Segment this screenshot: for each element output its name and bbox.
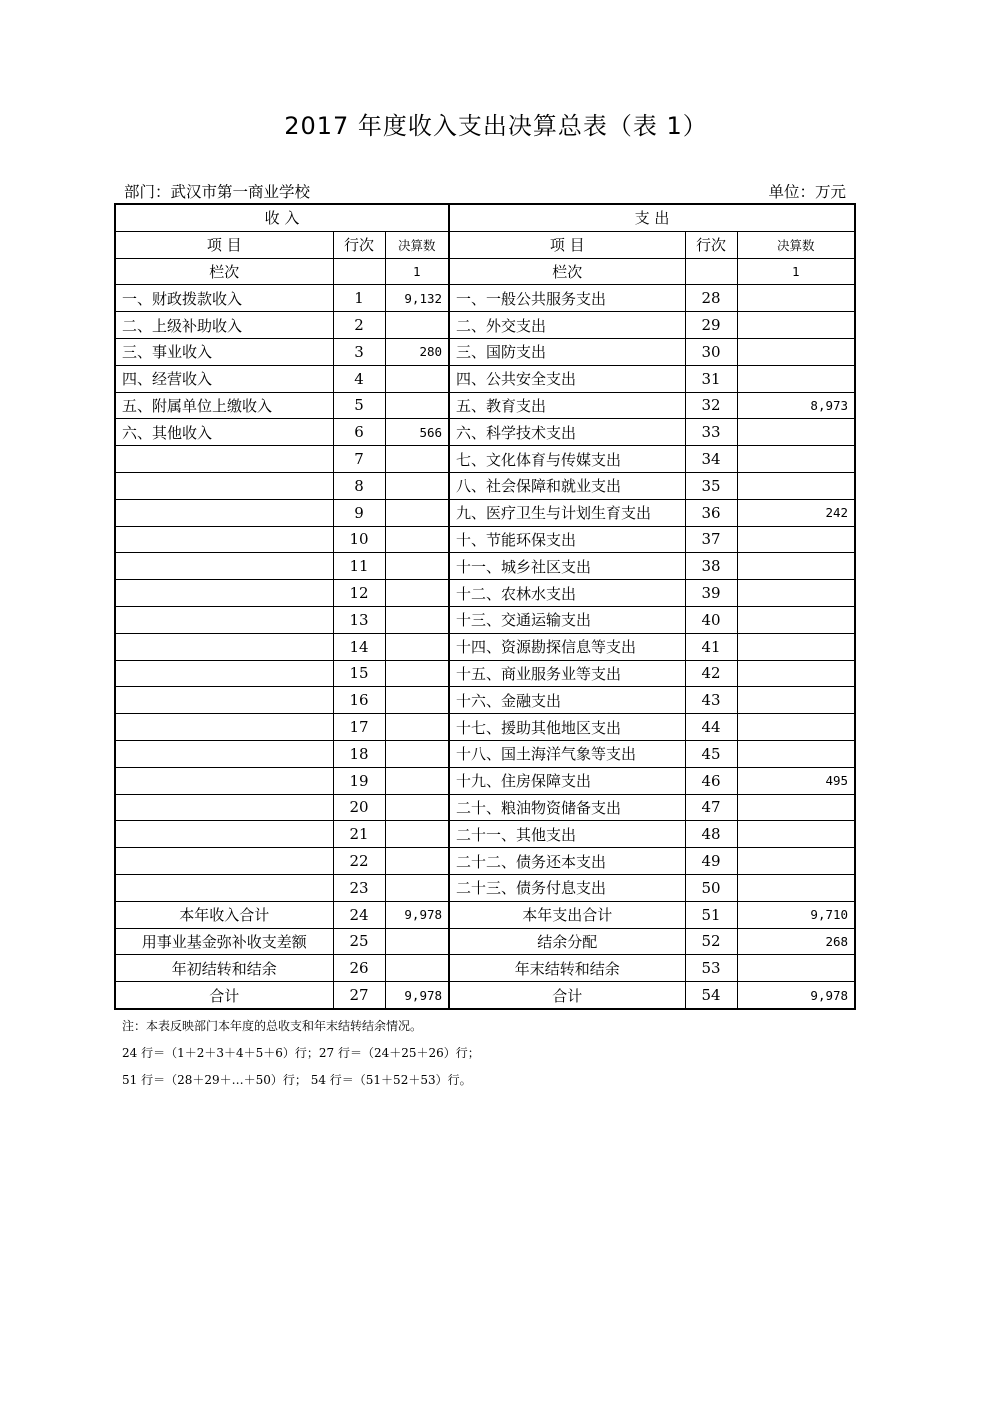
income-row-no-cell: 19	[333, 767, 385, 794]
income-amount-cell	[385, 928, 449, 955]
note-line: 24 行＝（1＋2＋3＋4＋5＋6）行；27 行＝（24＋25＋26）行；	[122, 1046, 480, 1060]
expense-row-no-cell: 37	[685, 526, 737, 553]
expense-amount-cell	[737, 821, 855, 848]
income-amount-cell	[385, 848, 449, 875]
expense-column-index-blank	[685, 258, 737, 285]
expense-item-cell: 二十二、债务还本支出	[449, 848, 685, 875]
income-row-no-cell: 4	[333, 365, 385, 392]
income-amount-cell	[385, 714, 449, 741]
income-row-no-cell: 14	[333, 633, 385, 660]
expense-item-cell: 十七、援助其他地区支出	[449, 714, 685, 741]
income-item-cell	[115, 767, 333, 794]
income-amount-cell	[385, 740, 449, 767]
expense-item-header: 项 目	[449, 231, 685, 258]
income-amount-cell	[385, 553, 449, 580]
expense-item-cell: 十八、国土海洋气象等支出	[449, 740, 685, 767]
expense-amount-cell	[737, 580, 855, 607]
expense-section-header: 支 出	[449, 204, 855, 231]
income-row-no-cell: 2	[333, 312, 385, 339]
expense-amount-cell	[737, 553, 855, 580]
expense-item-cell: 六、科学技术支出	[449, 419, 685, 446]
income-amount-cell: 9,132	[385, 285, 449, 312]
expense-item-cell: 合计	[449, 982, 685, 1009]
expense-amount-cell	[737, 687, 855, 714]
table-row	[115, 633, 855, 660]
expense-row-no-cell: 29	[685, 312, 737, 339]
expense-item-cell: 二十一、其他支出	[449, 821, 685, 848]
income-amount-cell	[385, 472, 449, 499]
income-column-index-label: 栏次	[115, 258, 333, 285]
expense-item-cell: 十六、金融支出	[449, 687, 685, 714]
expense-item-cell: 二十三、债务付息支出	[449, 874, 685, 901]
income-row-no-cell: 17	[333, 714, 385, 741]
income-amount-cell	[385, 392, 449, 419]
income-row-no-cell: 16	[333, 687, 385, 714]
income-item-cell: 合计	[115, 982, 333, 1009]
department-label: 部门：武汉市第一商业学校	[124, 183, 311, 201]
budget-table	[114, 203, 856, 1010]
expense-row-no-cell: 46	[685, 767, 737, 794]
section-header-row	[115, 204, 855, 231]
notes	[122, 1013, 480, 1094]
expense-amount-cell	[737, 633, 855, 660]
table-row	[115, 740, 855, 767]
table-row	[115, 526, 855, 553]
income-amount-cell	[385, 365, 449, 392]
income-row-no-cell: 26	[333, 955, 385, 982]
expense-item-cell: 一、一般公共服务支出	[449, 285, 685, 312]
expense-amount-cell	[737, 606, 855, 633]
income-row-no-cell: 18	[333, 740, 385, 767]
income-row-no-cell: 11	[333, 553, 385, 580]
income-amount-cell	[385, 526, 449, 553]
income-row-no-header: 行次	[333, 231, 385, 258]
table-row	[115, 419, 855, 446]
income-row-no-cell: 13	[333, 606, 385, 633]
expense-row-no-cell: 38	[685, 553, 737, 580]
income-item-cell	[115, 687, 333, 714]
expense-item-cell: 十四、资源勘探信息等支出	[449, 633, 685, 660]
expense-amount-cell: 242	[737, 499, 855, 526]
expense-row-no-cell: 31	[685, 365, 737, 392]
income-row-no-cell: 7	[333, 446, 385, 473]
income-item-header: 项 目	[115, 231, 333, 258]
table-row	[115, 874, 855, 901]
income-row-no-cell: 15	[333, 660, 385, 687]
income-item-cell	[115, 553, 333, 580]
expense-amount-cell	[737, 365, 855, 392]
income-item-cell	[115, 660, 333, 687]
expense-column-index-label: 栏次	[449, 258, 685, 285]
expense-item-cell: 四、公共安全支出	[449, 365, 685, 392]
income-amount-cell	[385, 312, 449, 339]
expense-row-no-cell: 30	[685, 338, 737, 365]
total-row	[115, 982, 855, 1009]
income-column-index-blank	[333, 258, 385, 285]
expense-item-cell: 十二、农林水支出	[449, 580, 685, 607]
expense-item-cell: 结余分配	[449, 928, 685, 955]
income-amount-cell	[385, 660, 449, 687]
income-row-no-cell: 12	[333, 580, 385, 607]
income-item-cell	[115, 580, 333, 607]
income-amount-cell	[385, 874, 449, 901]
income-amount-cell	[385, 767, 449, 794]
income-item-cell	[115, 821, 333, 848]
expense-row-no-cell: 42	[685, 660, 737, 687]
table-row	[115, 606, 855, 633]
expense-amount-cell	[737, 419, 855, 446]
income-amount-cell	[385, 821, 449, 848]
table-row	[115, 660, 855, 687]
expense-row-no-cell: 48	[685, 821, 737, 848]
expense-row-no-cell: 50	[685, 874, 737, 901]
table-row	[115, 553, 855, 580]
expense-row-no-cell: 49	[685, 848, 737, 875]
expense-amount-cell: 495	[737, 767, 855, 794]
expense-amount-cell	[737, 526, 855, 553]
expense-item-cell: 七、文化体育与传媒支出	[449, 446, 685, 473]
expense-row-no-cell: 35	[685, 472, 737, 499]
expense-row-no-cell: 43	[685, 687, 737, 714]
note-line: 注：本表反映部门本年度的总收支和年末结转结余情况。	[122, 1019, 423, 1033]
expense-row-no-cell: 41	[685, 633, 737, 660]
expense-amount-cell	[737, 285, 855, 312]
income-amount-cell: 566	[385, 419, 449, 446]
report-meta	[122, 180, 846, 202]
expense-row-no-cell: 34	[685, 446, 737, 473]
expense-item-cell: 十五、商业服务业等支出	[449, 660, 685, 687]
income-item-cell: 一、财政拨款收入	[115, 285, 333, 312]
income-item-cell	[115, 446, 333, 473]
income-item-cell	[115, 472, 333, 499]
expense-item-cell: 二十、粮油物资储备支出	[449, 794, 685, 821]
expense-item-cell: 九、医疗卫生与计划生育支出	[449, 499, 685, 526]
expense-amount-cell	[737, 794, 855, 821]
table-row	[115, 794, 855, 821]
income-item-cell: 年初结转和结余	[115, 955, 333, 982]
income-item-cell	[115, 606, 333, 633]
income-column-index: 1	[385, 258, 449, 285]
expense-row-no-cell: 40	[685, 606, 737, 633]
expense-row-no-cell: 32	[685, 392, 737, 419]
income-row-no-cell: 27	[333, 982, 385, 1009]
table-row	[115, 848, 855, 875]
income-amount-cell	[385, 955, 449, 982]
income-item-cell: 二、上级补助收入	[115, 312, 333, 339]
income-row-no-cell: 9	[333, 499, 385, 526]
table-row	[115, 767, 855, 794]
income-amount-cell	[385, 580, 449, 607]
expense-item-cell: 本年支出合计	[449, 901, 685, 928]
total-row	[115, 901, 855, 928]
expense-amount-cell	[737, 848, 855, 875]
table-row	[115, 687, 855, 714]
income-item-cell	[115, 633, 333, 660]
income-item-cell	[115, 848, 333, 875]
income-item-cell: 本年收入合计	[115, 901, 333, 928]
income-row-no-cell: 23	[333, 874, 385, 901]
income-row-no-cell: 8	[333, 472, 385, 499]
table-row	[115, 714, 855, 741]
note-line: 51 行＝（28＋29＋…＋50）行； 54 行＝（51＋52＋53）行。	[122, 1073, 472, 1087]
table-row	[115, 821, 855, 848]
expense-row-no-header: 行次	[685, 231, 737, 258]
page-title: 2017 年度收入支出决算总表（表 1）	[284, 112, 708, 140]
table-row	[115, 446, 855, 473]
expense-item-cell: 十九、住房保障支出	[449, 767, 685, 794]
table-row	[115, 392, 855, 419]
income-item-cell	[115, 794, 333, 821]
income-amount-cell	[385, 687, 449, 714]
income-row-no-cell: 24	[333, 901, 385, 928]
table-row	[115, 338, 855, 365]
table-row	[115, 365, 855, 392]
expense-amount-header: 决算数	[737, 231, 855, 258]
income-item-cell	[115, 740, 333, 767]
expense-amount-cell	[737, 955, 855, 982]
column-header-row	[115, 231, 855, 258]
income-item-cell: 四、经营收入	[115, 365, 333, 392]
income-row-no-cell: 25	[333, 928, 385, 955]
total-row	[115, 928, 855, 955]
expense-item-cell: 三、国防支出	[449, 338, 685, 365]
income-amount-cell: 280	[385, 338, 449, 365]
expense-item-cell: 十、节能环保支出	[449, 526, 685, 553]
unit-label: 单位：万元	[768, 183, 846, 201]
income-item-cell: 用事业基金弥补收支差额	[115, 928, 333, 955]
expense-amount-cell: 9,710	[737, 901, 855, 928]
income-amount-cell: 9,978	[385, 982, 449, 1009]
table-row	[115, 472, 855, 499]
expense-item-cell: 年末结转和结余	[449, 955, 685, 982]
income-item-cell	[115, 499, 333, 526]
income-item-cell: 六、其他收入	[115, 419, 333, 446]
income-row-no-cell: 10	[333, 526, 385, 553]
expense-column-index: 1	[737, 258, 855, 285]
table-row	[115, 580, 855, 607]
expense-row-no-cell: 36	[685, 499, 737, 526]
expense-row-no-cell: 53	[685, 955, 737, 982]
expense-item-cell: 五、教育支出	[449, 392, 685, 419]
expense-row-no-cell: 39	[685, 580, 737, 607]
expense-item-cell: 十三、交通运输支出	[449, 606, 685, 633]
income-row-no-cell: 5	[333, 392, 385, 419]
expense-amount-cell	[737, 660, 855, 687]
expense-amount-cell	[737, 446, 855, 473]
income-item-cell: 三、事业收入	[115, 338, 333, 365]
income-row-no-cell: 20	[333, 794, 385, 821]
income-row-no-cell: 22	[333, 848, 385, 875]
expense-row-no-cell: 47	[685, 794, 737, 821]
expense-amount-cell: 268	[737, 928, 855, 955]
expense-item-cell: 十一、城乡社区支出	[449, 553, 685, 580]
expense-row-no-cell: 51	[685, 901, 737, 928]
expense-row-no-cell: 44	[685, 714, 737, 741]
expense-item-cell: 八、社会保障和就业支出	[449, 472, 685, 499]
expense-amount-cell	[737, 338, 855, 365]
income-amount-cell	[385, 446, 449, 473]
income-row-no-cell: 3	[333, 338, 385, 365]
income-item-cell	[115, 526, 333, 553]
income-row-no-cell: 6	[333, 419, 385, 446]
expense-row-no-cell: 52	[685, 928, 737, 955]
income-amount-cell	[385, 794, 449, 821]
expense-amount-cell: 9,978	[737, 982, 855, 1009]
income-row-no-cell: 1	[333, 285, 385, 312]
table-row	[115, 499, 855, 526]
expense-row-no-cell: 45	[685, 740, 737, 767]
expense-amount-cell	[737, 874, 855, 901]
income-item-cell	[115, 714, 333, 741]
expense-amount-cell: 8,973	[737, 392, 855, 419]
income-amount-header: 决算数	[385, 231, 449, 258]
expense-item-cell: 二、外交支出	[449, 312, 685, 339]
table-row	[115, 285, 855, 312]
expense-amount-cell	[737, 714, 855, 741]
column-index-row	[115, 258, 855, 285]
table-row	[115, 312, 855, 339]
income-section-header: 收 入	[115, 204, 449, 231]
income-amount-cell	[385, 633, 449, 660]
income-item-cell: 五、附属单位上缴收入	[115, 392, 333, 419]
income-row-no-cell: 21	[333, 821, 385, 848]
total-row	[115, 955, 855, 982]
income-amount-cell: 9,978	[385, 901, 449, 928]
expense-row-no-cell: 54	[685, 982, 737, 1009]
income-amount-cell	[385, 499, 449, 526]
expense-row-no-cell: 33	[685, 419, 737, 446]
income-amount-cell	[385, 606, 449, 633]
expense-amount-cell	[737, 740, 855, 767]
expense-amount-cell	[737, 312, 855, 339]
expense-amount-cell	[737, 472, 855, 499]
expense-row-no-cell: 28	[685, 285, 737, 312]
income-item-cell	[115, 874, 333, 901]
